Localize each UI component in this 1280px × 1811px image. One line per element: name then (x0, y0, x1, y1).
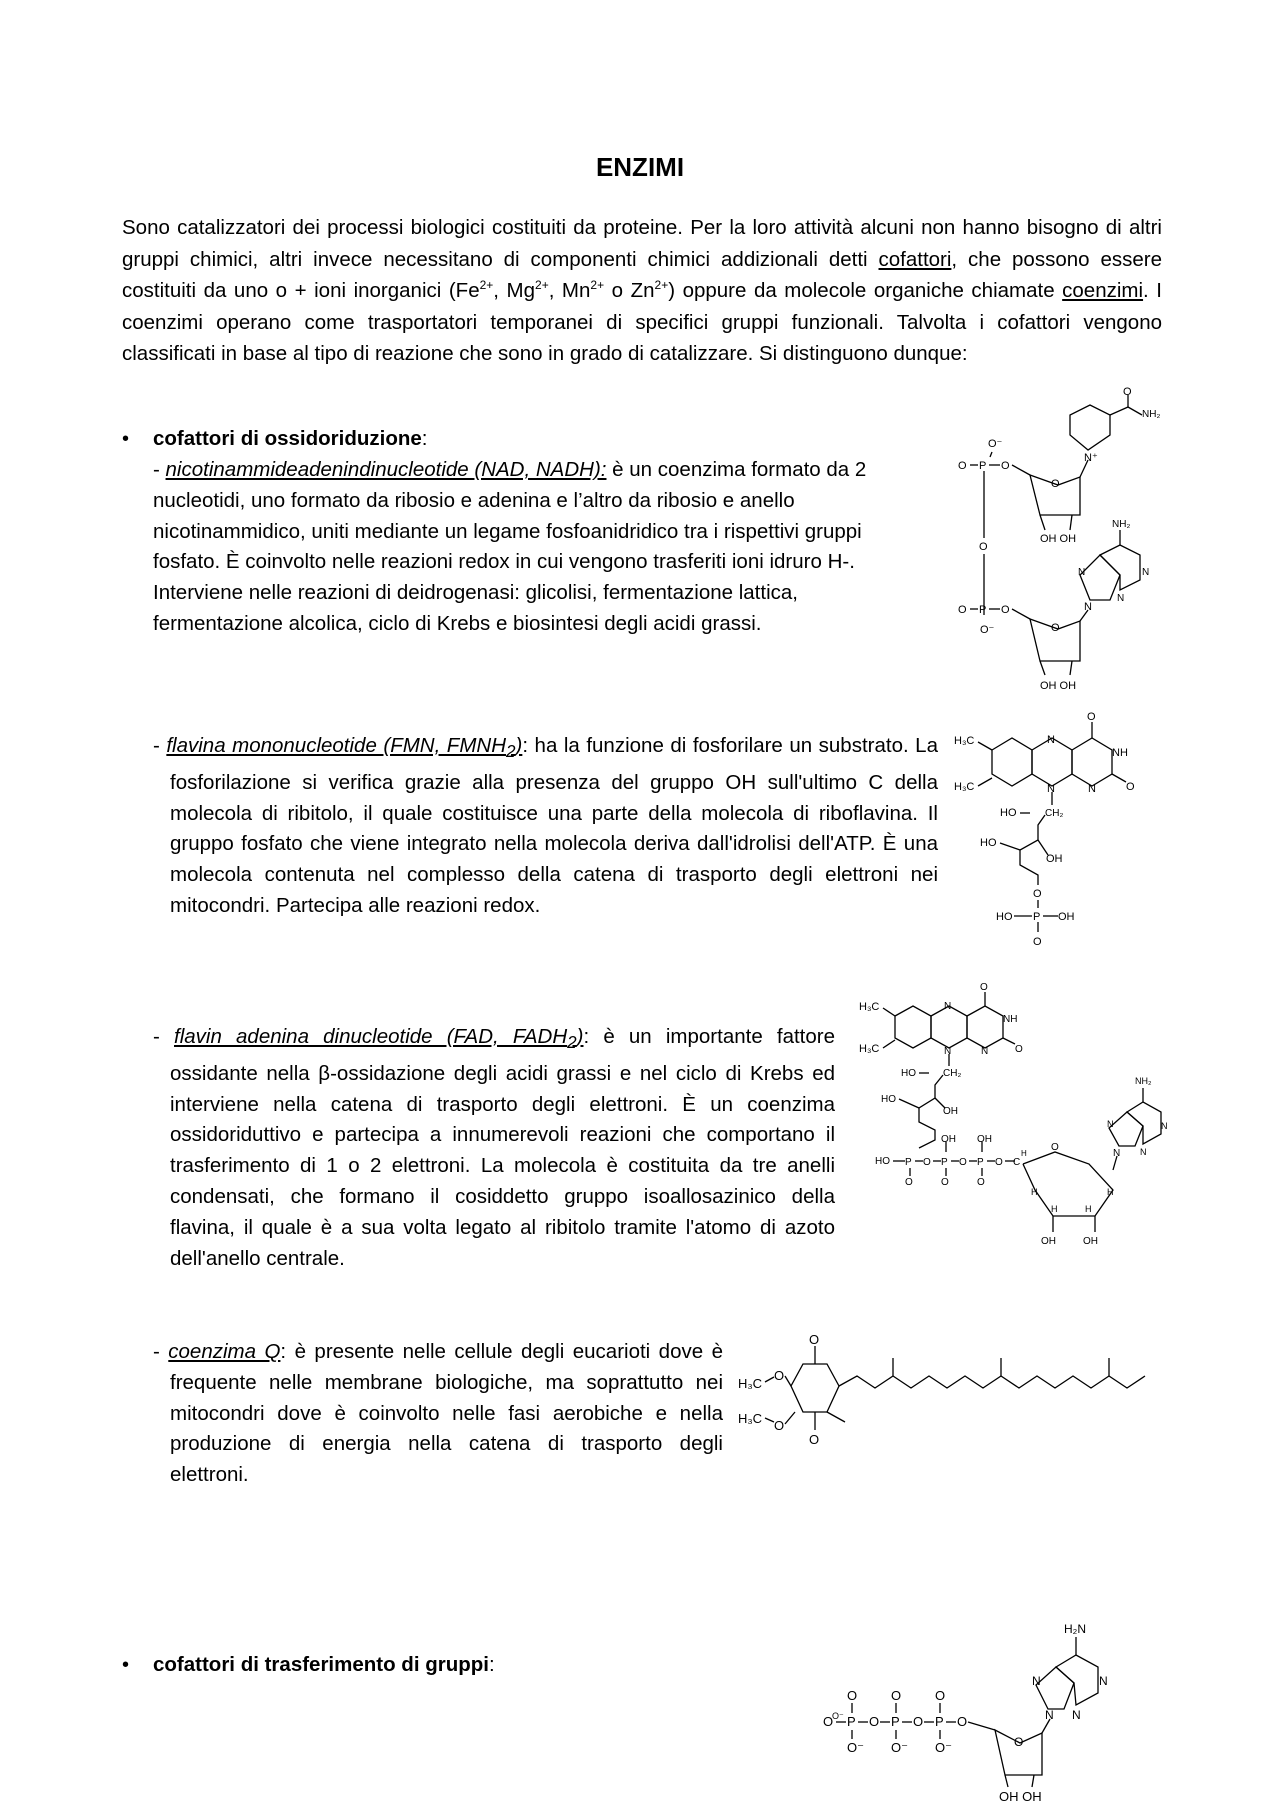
svg-text:HO: HO (875, 1156, 890, 1167)
svg-text:O: O (959, 1157, 967, 1168)
svg-text:N: N (1161, 1121, 1168, 1131)
svg-text:O: O (891, 1688, 902, 1703)
svg-text:H₃C: H₃C (859, 1043, 880, 1055)
svg-text:N: N (1047, 783, 1055, 795)
svg-text:O: O (1001, 460, 1010, 472)
svg-text:N: N (1117, 593, 1125, 604)
svg-text:NH₂: NH₂ (1135, 1076, 1152, 1086)
svg-text:O: O (869, 1714, 880, 1729)
svg-text:H: H (1085, 1204, 1092, 1214)
svg-text:N: N (1047, 734, 1055, 746)
svg-text:O: O (823, 1714, 834, 1729)
svg-text:HO: HO (901, 1068, 916, 1079)
svg-text:O: O (1033, 936, 1042, 948)
item-coq: - coenzima Q: è presente nelle cellule degli eucarioti dove è frequente nelle membrane biologiche, ma soprattutto nei mitocondri dove è coinvolto nelle fasi aerobiche e nella produzione di energia nella catena di trasporto degli elettroni. (153, 1340, 723, 1487)
svg-text:N⁺: N⁺ (1084, 452, 1098, 464)
nad-structure-image (950, 386, 1175, 700)
svg-text:OH: OH (1046, 853, 1063, 865)
svg-text:OH OH: OH OH (1040, 533, 1077, 545)
svg-text:O: O (1051, 622, 1060, 634)
svg-text:H: H (1031, 1187, 1038, 1197)
svg-text:OH: OH (1058, 911, 1075, 923)
svg-text:O: O (979, 541, 988, 553)
svg-text:N: N (1088, 783, 1096, 795)
svg-text:O: O (774, 1368, 785, 1383)
svg-text:O: O (977, 1177, 985, 1188)
term-fad: flavin adenina dinucleotide (FAD, $FADH_2$ (174, 1025, 577, 1053)
svg-text:P: P (935, 1714, 944, 1729)
svg-text:H₂N: H₂N (1064, 1622, 1086, 1636)
item-fad: - flavin adenina dinucleotide (FAD, $FADH_2$): è un importante fattore ossidante nella β-ossidazione degli acidi grassi e nel ciclo di Krebs ed interviene nella catena di trasporto degli elettroni. È un coenzima ossidoriduttivo e partecipa a innumerevoli reazioni che comportano il trasferimento di 1 o 2 elettroni. La molecola è costituita da tre anelli condensati, che formano il cosiddetto gruppo isoallosazinico della flavina, il quale è a sua volta legato al ribitolo tramite l'atomo di azoto dell'anello centrale. (153, 1025, 835, 1270)
term-coenzimi: coenzimi (1062, 279, 1144, 302)
svg-text:HO: HO (881, 1094, 896, 1105)
svg-text:NH: NH (1112, 747, 1128, 759)
svg-text:N: N (1032, 1674, 1041, 1688)
svg-text:O⁻: O⁻ (891, 1740, 908, 1755)
svg-text:O: O (1015, 1044, 1023, 1055)
fmn-structure-image (950, 710, 1150, 955)
svg-text:O: O (913, 1714, 924, 1729)
svg-text:O: O (1087, 711, 1096, 723)
svg-text:OH: OH (943, 1106, 958, 1117)
svg-text:OH OH: OH OH (1040, 680, 1077, 692)
term-coq: coenzima Q (168, 1340, 281, 1363)
term-cofattori: cofattori (878, 247, 952, 271)
svg-text:NH₂: NH₂ (1112, 519, 1131, 530)
svg-text:P: P (979, 604, 987, 616)
svg-text:O: O (1001, 604, 1010, 616)
svg-text:O: O (1051, 1142, 1059, 1153)
svg-text:NH: NH (1003, 1014, 1018, 1025)
svg-text:N: N (981, 1046, 989, 1057)
item-fmn: - flavina mononucleotide (FMN, $FMNH_2$): ha la funzione di fosforilare un substrato. La fosforilazione si verifica grazie alla presenza del gruppo OH sull'ultimo C della molecola di ribitolo, il quale costituisce una parte della molecola di riboflavina. Il gruppo fosfato che viene integrato nella molecola deriva dall'idrolisi dell'ATP. È una molecola contenuta nel complesso della catena di trasporto degli elettroni nei mitocondri. Partecipa alle reazioni redox. (153, 734, 938, 918)
svg-text:N: N (944, 1046, 952, 1057)
svg-text:N: N (1107, 1119, 1114, 1129)
svg-text:H₃C: H₃C (738, 1411, 763, 1426)
svg-text:N: N (1142, 567, 1150, 578)
svg-text:OH: OH (977, 1134, 992, 1145)
svg-text:O: O (958, 460, 967, 472)
fad-structure-image (855, 980, 1170, 1255)
svg-text:OH OH: OH OH (999, 1789, 1042, 1804)
svg-text:O⁻: O⁻ (847, 1740, 864, 1755)
atp-structure-image (820, 1615, 1165, 1811)
section-heading-ossidoriduzione: • cofattori di ossidoriduzione: (122, 427, 428, 450)
svg-text:H: H (1051, 1204, 1058, 1214)
svg-text:H: H (1107, 1187, 1114, 1197)
svg-text:N: N (1072, 1708, 1081, 1722)
svg-text:O⁻: O⁻ (935, 1740, 952, 1755)
svg-text:O: O (995, 1157, 1003, 1168)
svg-text:P: P (977, 1157, 984, 1168)
svg-text:P: P (891, 1714, 900, 1729)
svg-text:O: O (1123, 386, 1132, 398)
svg-text:C: C (1013, 1157, 1021, 1168)
svg-text:O⁻: O⁻ (832, 1711, 844, 1721)
svg-text:P: P (847, 1714, 856, 1729)
svg-text:H₃C: H₃C (954, 781, 975, 793)
section-heading-trasferimento: • cofattori di trasferimento di gruppi: (122, 1653, 495, 1676)
svg-text:HO: HO (980, 837, 997, 849)
svg-text:O⁻: O⁻ (980, 624, 995, 636)
svg-text:O: O (1014, 1735, 1024, 1749)
svg-text:N: N (1045, 1708, 1054, 1722)
svg-text:P: P (1033, 911, 1041, 923)
coq-structure-image (735, 1330, 1160, 1480)
bullet: • (122, 428, 130, 450)
svg-text:CH₂: CH₂ (1045, 808, 1064, 819)
svg-text:OH: OH (1041, 1236, 1056, 1247)
svg-text:O: O (1051, 478, 1060, 490)
svg-text:O⁻: O⁻ (988, 438, 1003, 450)
svg-text:HO: HO (996, 911, 1013, 923)
svg-text:O: O (1126, 781, 1135, 793)
svg-text:O: O (957, 1714, 968, 1729)
term-nad: nicotinammideadenindinucleotide (NAD, NADH): (165, 458, 607, 481)
svg-text:P: P (979, 460, 987, 472)
svg-text:OH: OH (1083, 1236, 1098, 1247)
svg-text:O: O (923, 1157, 931, 1168)
svg-text:O: O (980, 982, 988, 993)
svg-text:CH₂: CH₂ (943, 1068, 962, 1079)
svg-text:N: N (1113, 1148, 1121, 1159)
page-title: ENZIMI (595, 152, 685, 182)
svg-text:O: O (809, 1332, 820, 1347)
svg-text:P: P (941, 1157, 948, 1168)
svg-text:N: N (1084, 601, 1092, 613)
svg-text:HO: HO (1000, 807, 1017, 819)
svg-text:O: O (941, 1177, 949, 1188)
svg-text:H₃C: H₃C (738, 1376, 763, 1391)
svg-text:H: H (1021, 1149, 1027, 1158)
term-fmn: flavina mononucleotide (FMN, $FMNH_2$ (166, 734, 516, 762)
svg-text:N: N (1140, 1147, 1147, 1157)
svg-text:OH: OH (941, 1134, 956, 1145)
svg-text:O: O (958, 604, 967, 616)
item-nad: - nicotinammideadenindinucleotide (NAD, NADH): è un coenzima formato da 2 nucleotidi, uno formato da ribosio e adenina e l’altro da ribosio e anello nicotinammidico, uniti mediante un legame fosfoanidridico tra i rispettivi gruppi fosfato. È coinvolto nelle reazioni redox in cui vengono trasferiti ioni idruro H-. Interviene nelle reazioni di deidrogenasi: glicolisi, fermentazione lattica, fermentazione alcolica, ciclo di Krebs e biosintesi degli acidi grassi. (153, 458, 867, 635)
svg-text:H₃C: H₃C (954, 735, 975, 747)
svg-text:N: N (944, 1001, 952, 1012)
svg-text:O: O (847, 1688, 858, 1703)
svg-text:NH₂: NH₂ (1142, 409, 1161, 420)
svg-text:P: P (905, 1157, 912, 1168)
bullet: • (122, 1654, 130, 1676)
svg-text:N: N (1078, 567, 1086, 578)
svg-text:H₃C: H₃C (859, 1001, 880, 1013)
svg-text:O: O (774, 1418, 785, 1433)
svg-text:O: O (935, 1688, 946, 1703)
intro-paragraph: Sono catalizzatori dei processi biologici costituiti da proteine. Per la loro attività alcuni non hanno bisogno di altri gruppi chimici, altri invece necessitano di componenti chimici addizionali detti cofattori, che possono essere costituiti da uno o + ioni inorganici ($Fe^{2+}$, $Mg^{2+}$, $Mn^{2+}$ o $Zn^{2+}$) oppure da molecole organiche chiamate coenzimi. I coenzimi operano come trasportatori temporanei di specifici gruppi funzionali. Talvolta i cofattori vengono classificati in base al tipo di reazione che sono in grado di catalizzare. Si distinguono dunque: (122, 216, 1162, 365)
svg-text:O: O (809, 1432, 820, 1447)
svg-text:O: O (1033, 888, 1042, 900)
svg-text:O: O (905, 1177, 913, 1188)
svg-text:N: N (1099, 1674, 1108, 1688)
